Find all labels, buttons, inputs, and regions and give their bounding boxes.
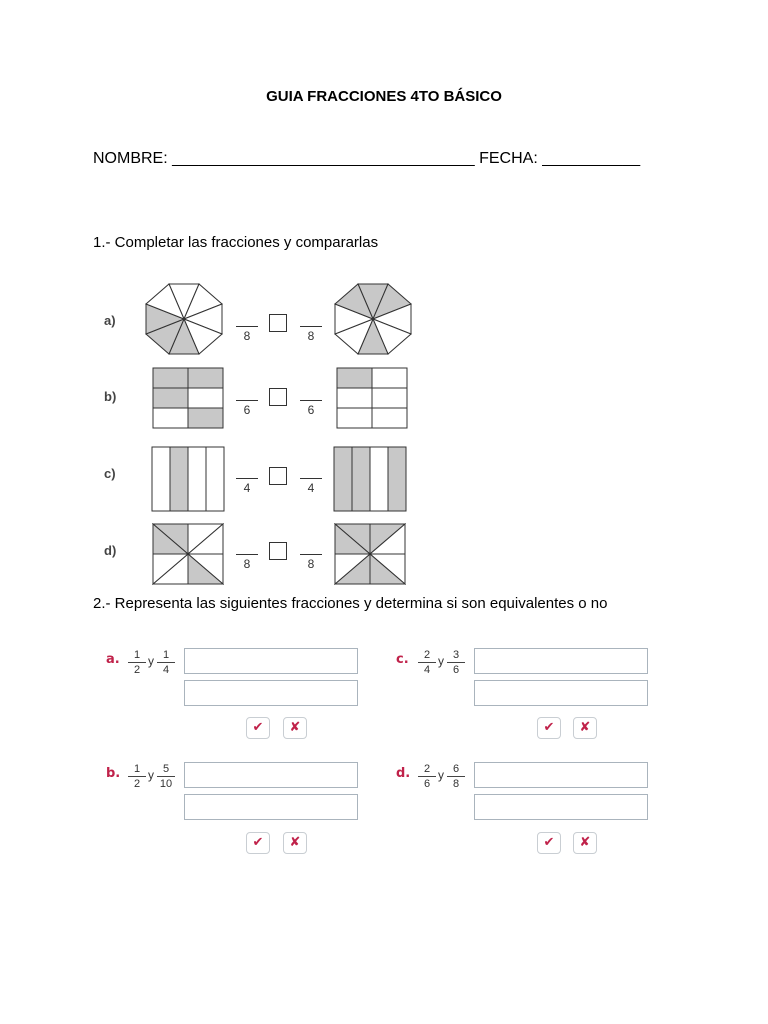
name-date-line: NOMBRE: __________________________________ FECHA: ___________ (93, 150, 641, 167)
denominator-c-right: 4 (307, 481, 315, 495)
row-label-c: c) (104, 466, 116, 481)
page-title: GUIA FRACCIONES 4TO BÁSICO (266, 88, 502, 105)
row-label-d: d) (104, 543, 117, 558)
denominator-a-left: 8 (243, 329, 251, 343)
diagonal-square-right (334, 523, 406, 585)
octagon-figure-right (333, 282, 413, 356)
check-button-d[interactable]: ✔ (537, 832, 561, 854)
fraction-c-2: 3 6 (447, 649, 465, 676)
denominator-c-left: 4 (243, 481, 251, 495)
exercise-label-b: b. (106, 766, 121, 781)
compare-box-a[interactable] (269, 314, 287, 332)
question-2-instruction: 2.- Representa las siguientes fracciones y determina si son equivalentes o no (93, 595, 608, 612)
fraction-d-2: 6 8 (447, 763, 465, 790)
octagon-figure-left (144, 282, 224, 356)
answer-box-d-1[interactable] (474, 762, 648, 788)
fraction-d-1: 2 6 (418, 763, 436, 790)
denominator-d-left: 8 (243, 557, 251, 571)
answer-box-a-1[interactable] (184, 648, 358, 674)
answer-box-d-2[interactable] (474, 794, 648, 820)
conjunction-a: y (148, 654, 154, 668)
grid-figure-right (336, 367, 408, 429)
cross-button-b[interactable]: ✘ (283, 832, 307, 854)
row-label-b: b) (104, 389, 117, 404)
conjunction-c: y (438, 654, 444, 668)
check-button-b[interactable]: ✔ (246, 832, 270, 854)
answer-box-c-1[interactable] (474, 648, 648, 674)
compare-box-c[interactable] (269, 467, 287, 485)
check-button-c[interactable]: ✔ (537, 717, 561, 739)
cross-button-d[interactable]: ✘ (573, 832, 597, 854)
answer-box-c-2[interactable] (474, 680, 648, 706)
diagonal-square-left (152, 523, 224, 585)
fraction-b-1: 1 2 (128, 763, 146, 790)
answer-box-b-1[interactable] (184, 762, 358, 788)
exercise-label-d: d. (396, 766, 411, 781)
answer-box-a-2[interactable] (184, 680, 358, 706)
fraction-c-1: 2 4 (418, 649, 436, 676)
strips-figure-right (333, 446, 407, 512)
cross-button-a[interactable]: ✘ (283, 717, 307, 739)
answer-box-b-2[interactable] (184, 794, 358, 820)
strips-figure-left (151, 446, 225, 512)
fraction-a-1: 1 2 (128, 649, 146, 676)
fraction-b-2: 5 10 (157, 763, 175, 790)
denominator-d-right: 8 (307, 557, 315, 571)
fraction-a-2: 1 4 (157, 649, 175, 676)
exercise-label-c: c. (396, 652, 409, 667)
denominator-a-right: 8 (307, 329, 315, 343)
compare-box-b[interactable] (269, 388, 287, 406)
grid-figure-left (152, 367, 224, 429)
check-button-a[interactable]: ✔ (246, 717, 270, 739)
denominator-b-right: 6 (307, 403, 315, 417)
question-1-instruction: 1.- Completar las fracciones y compararlas (93, 234, 379, 251)
conjunction-b: y (148, 768, 154, 782)
compare-box-d[interactable] (269, 542, 287, 560)
exercise-label-a: a. (106, 652, 120, 667)
denominator-b-left: 6 (243, 403, 251, 417)
cross-button-c[interactable]: ✘ (573, 717, 597, 739)
row-label-a: a) (104, 313, 116, 328)
conjunction-d: y (438, 768, 444, 782)
